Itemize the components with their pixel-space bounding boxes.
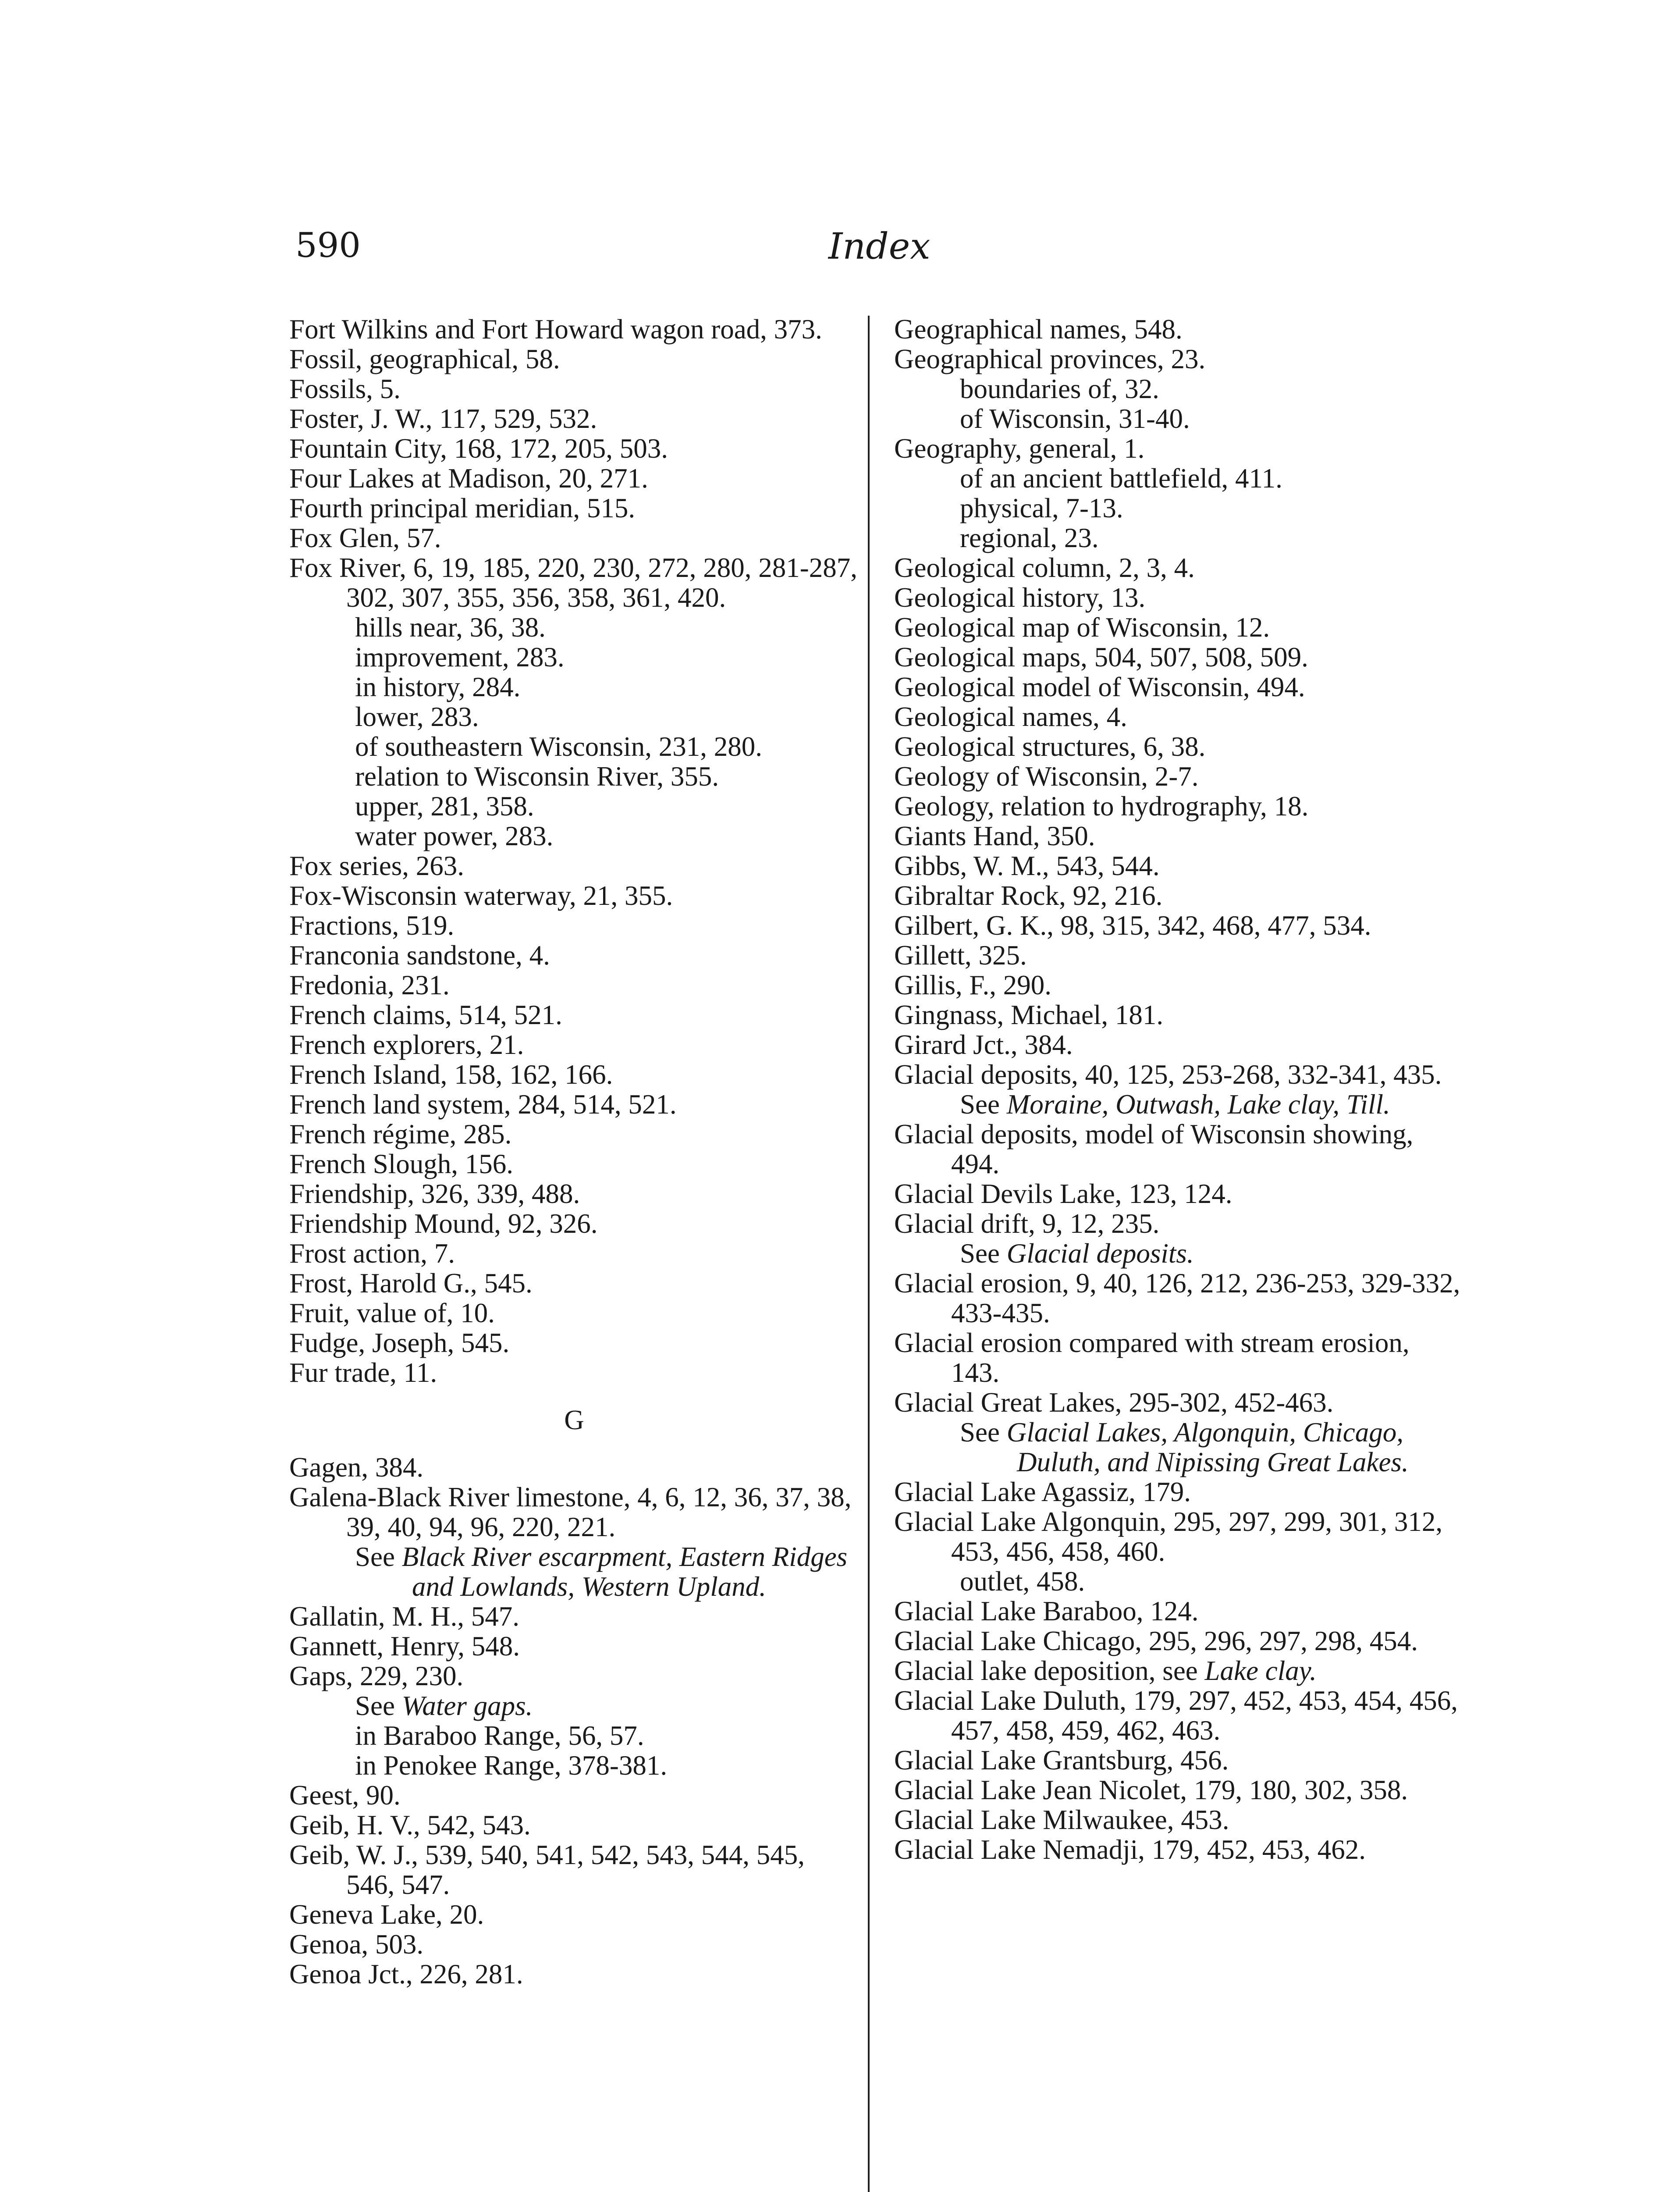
index-entry — [894, 1417, 1464, 1477]
index-entry-prefix: See — [355, 1541, 402, 1572]
index-entry: Glacial Lake Chicago, 295, 296, 297, 298, 454. — [894, 1626, 1418, 1656]
index-entry: Geib, W. J., 539, 540, 541, 542, 543, 544, 545, 546, 547. — [289, 1840, 805, 1900]
index-entry — [289, 1542, 859, 1601]
index-entry: Gaps, 229, 230. — [289, 1661, 464, 1691]
index-entry: Glacial deposits, 40, 125, 253-268, 332-341, 435. — [894, 1059, 1442, 1090]
index-entry: in history, 284. — [355, 672, 521, 702]
index-entry-prefix: Glacial lake deposition, see — [894, 1655, 1205, 1686]
index-entry: Fox River, 6, 19, 185, 220, 230, 272, 280, 281-287, 302, 307, 355, 356, 358, 361, 420. — [289, 552, 857, 613]
page-number: 590 — [295, 226, 361, 265]
index-entry: Fredonia, 231. — [289, 970, 450, 1000]
index-entry: Fort Wilkins and Fort Howard wagon road, 373. — [289, 314, 822, 345]
index-entry: Friendship Mound, 92, 326. — [289, 1208, 598, 1239]
index-entry — [894, 1238, 1464, 1268]
column-divider — [868, 316, 870, 2192]
index-entry: Gillis, F., 290. — [894, 970, 1052, 1000]
index-entry: Gannett, Henry, 548. — [289, 1631, 520, 1662]
index-entry: Fudge, Joseph, 545. — [289, 1327, 510, 1358]
index-entry — [894, 1656, 1464, 1686]
index-entry: Fountain City, 168, 172, 205, 503. — [289, 433, 668, 464]
index-entry: Giants Hand, 350. — [894, 821, 1095, 851]
index-entry: of an ancient battlefield, 411. — [960, 463, 1282, 494]
index-entry-crossref: Glacial Lakes, Algonquin, Chicago, Duluth, and Nipissing Great Lakes. — [1006, 1417, 1409, 1477]
index-entry: Gillett, 325. — [894, 940, 1027, 971]
index-entry: French Island, 158, 162, 166. — [289, 1059, 613, 1090]
index-entry: Fox Glen, 57. — [289, 523, 441, 553]
index-entry: boundaries of, 32. — [960, 374, 1159, 404]
index-entry: Geography, general, 1. — [894, 433, 1145, 464]
index-entry — [289, 1691, 859, 1721]
index-entry: Gallatin, M. H., 547. — [289, 1601, 519, 1632]
index-entry: Glacial Lake Agassiz, 179. — [894, 1477, 1191, 1507]
index-entry: Geological map of Wisconsin, 12. — [894, 612, 1270, 643]
index-entry: Galena-Black River limestone, 4, 6, 12, 36, 37, 38, 39, 40, 94, 96, 220, 221. — [289, 1482, 852, 1542]
index-entry: Gingnass, Michael, 181. — [894, 1000, 1164, 1030]
index-entry: regional, 23. — [960, 523, 1099, 553]
index-entry: physical, 7-13. — [960, 493, 1123, 523]
index-entry: French explorers, 21. — [289, 1029, 524, 1060]
index-entry: Four Lakes at Madison, 20, 271. — [289, 463, 648, 494]
left-column — [289, 314, 859, 1989]
index-entry: Geological structures, 6, 38. — [894, 731, 1206, 762]
index-entry: French Slough, 156. — [289, 1149, 513, 1179]
index-entry-prefix: See — [355, 1690, 402, 1721]
index-entry: Gilbert, G. K., 98, 315, 342, 468, 477, 534. — [894, 910, 1371, 941]
index-entry: Glacial Lake Nemadji, 179, 452, 453, 462. — [894, 1834, 1366, 1865]
index-entry: Gibraltar Rock, 92, 216. — [894, 880, 1163, 911]
index-entry: Glacial erosion compared with stream erosion, 143. — [894, 1327, 1410, 1388]
index-entry: Glacial Great Lakes, 295-302, 452-463. — [894, 1387, 1334, 1418]
index-entry: Glacial Lake Milwaukee, 453. — [894, 1804, 1229, 1835]
index-entry: upper, 281, 358. — [355, 791, 534, 822]
index-entry-crossref: Lake clay. — [1204, 1655, 1317, 1686]
index-entry: Geest, 90. — [289, 1780, 401, 1811]
index-entry: Fruit, value of, 10. — [289, 1298, 495, 1328]
index-entry: Fossil, geographical, 58. — [289, 344, 560, 374]
index-entry: Gibbs, W. M., 543, 544. — [894, 850, 1160, 881]
index-entry: outlet, 458. — [960, 1566, 1085, 1597]
index-entry: Glacial Devils Lake, 123, 124. — [894, 1178, 1232, 1209]
index-entry: Fur trade, 11. — [289, 1357, 437, 1388]
index-entry — [894, 1089, 1464, 1119]
index-entry: Glacial drift, 9, 12, 235. — [894, 1208, 1160, 1239]
index-entry-prefix: See — [960, 1417, 1007, 1448]
right-column — [894, 314, 1464, 1865]
index-entry: Genoa Jct., 226, 281. — [289, 1959, 523, 1989]
index-entry-crossref: Black River escarpment, Eastern Ridges and Lowlands, Western Upland. — [401, 1541, 848, 1602]
index-entry: Franconia sandstone, 4. — [289, 940, 550, 971]
index-entry: Geneva Lake, 20. — [289, 1899, 484, 1930]
index-entry: Fossils, 5. — [289, 374, 401, 404]
index-entry: Fourth principal meridian, 515. — [289, 493, 636, 523]
index-entry: Glacial Lake Baraboo, 124. — [894, 1596, 1199, 1626]
index-entry: Glacial Lake Duluth, 179, 297, 452, 453, 454, 456, 457, 458, 459, 462, 463. — [894, 1685, 1458, 1746]
index-entry: Fox-Wisconsin waterway, 21, 355. — [289, 880, 673, 911]
index-entry: Glacial Lake Algonquin, 295, 297, 299, 301, 312, 453, 456, 458, 460. — [894, 1506, 1443, 1567]
index-entry: Geological history, 13. — [894, 582, 1146, 613]
index-entry: Geological column, 2, 3, 4. — [894, 552, 1195, 583]
index-entry: Friendship, 326, 339, 488. — [289, 1178, 580, 1209]
index-entry: Geographical provinces, 23. — [894, 344, 1206, 374]
index-entry: water power, 283. — [355, 821, 554, 851]
index-entry: Frost, Harold G., 545. — [289, 1268, 533, 1299]
index-entry: Geographical names, 548. — [894, 314, 1183, 345]
index-entry: of southeastern Wisconsin, 231, 280. — [355, 731, 762, 762]
section-letter: G — [564, 1405, 584, 1435]
index-entry: Geology of Wisconsin, 2-7. — [894, 761, 1199, 792]
index-entry-prefix: See — [960, 1238, 1007, 1269]
index-entry: Geology, relation to hydrography, 18. — [894, 791, 1309, 822]
index-entry: French land system, 284, 514, 521. — [289, 1089, 677, 1120]
index-entry: Glacial Lake Jean Nicolet, 179, 180, 302, 358. — [894, 1775, 1408, 1805]
index-entry: in Baraboo Range, 56, 57. — [355, 1720, 644, 1751]
index-entry-crossref: Moraine, Outwash, Lake clay, Till. — [1006, 1089, 1390, 1120]
index-entry: Gagen, 384. — [289, 1452, 424, 1483]
index-entry: Glacial deposits, model of Wisconsin showing, 494. — [894, 1119, 1414, 1179]
index-entry: French régime, 285. — [289, 1119, 512, 1149]
index-entry-crossref: Glacial deposits. — [1006, 1238, 1194, 1269]
index-entry: Fox series, 263. — [289, 850, 464, 881]
index-entry: Frost action, 7. — [289, 1238, 455, 1269]
index-entry: Geological names, 4. — [894, 701, 1127, 732]
index-entry: Foster, J. W., 117, 529, 532. — [289, 403, 597, 434]
index-entry: relation to Wisconsin River, 355. — [355, 761, 719, 792]
index-entry: Genoa, 503. — [289, 1929, 424, 1960]
index-entry: lower, 283. — [355, 701, 479, 732]
index-entry: hills near, 36, 38. — [355, 612, 546, 643]
index-entry: improvement, 283. — [355, 642, 565, 673]
index-entry: Geological maps, 504, 507, 508, 509. — [894, 642, 1308, 673]
index-entry: Fractions, 519. — [289, 910, 455, 941]
index-entry: Geib, H. V., 542, 543. — [289, 1810, 531, 1840]
index-entry: Glacial erosion, 9, 40, 126, 212, 236-253, 329-332, 433-435. — [894, 1268, 1460, 1328]
index-entry-prefix: See — [960, 1089, 1007, 1120]
index-entry-crossref: Water gaps. — [401, 1690, 533, 1721]
index-entry: Geological model of Wisconsin, 494. — [894, 672, 1305, 702]
index-entry: Girard Jct., 384. — [894, 1029, 1073, 1060]
index-entry: in Penokee Range, 378-381. — [355, 1750, 668, 1781]
index-entry: French claims, 514, 521. — [289, 1000, 562, 1030]
index-entry: Glacial Lake Grantsburg, 456. — [894, 1745, 1229, 1776]
running-head: Index — [828, 226, 931, 267]
index-entry: of Wisconsin, 31-40. — [960, 403, 1190, 434]
